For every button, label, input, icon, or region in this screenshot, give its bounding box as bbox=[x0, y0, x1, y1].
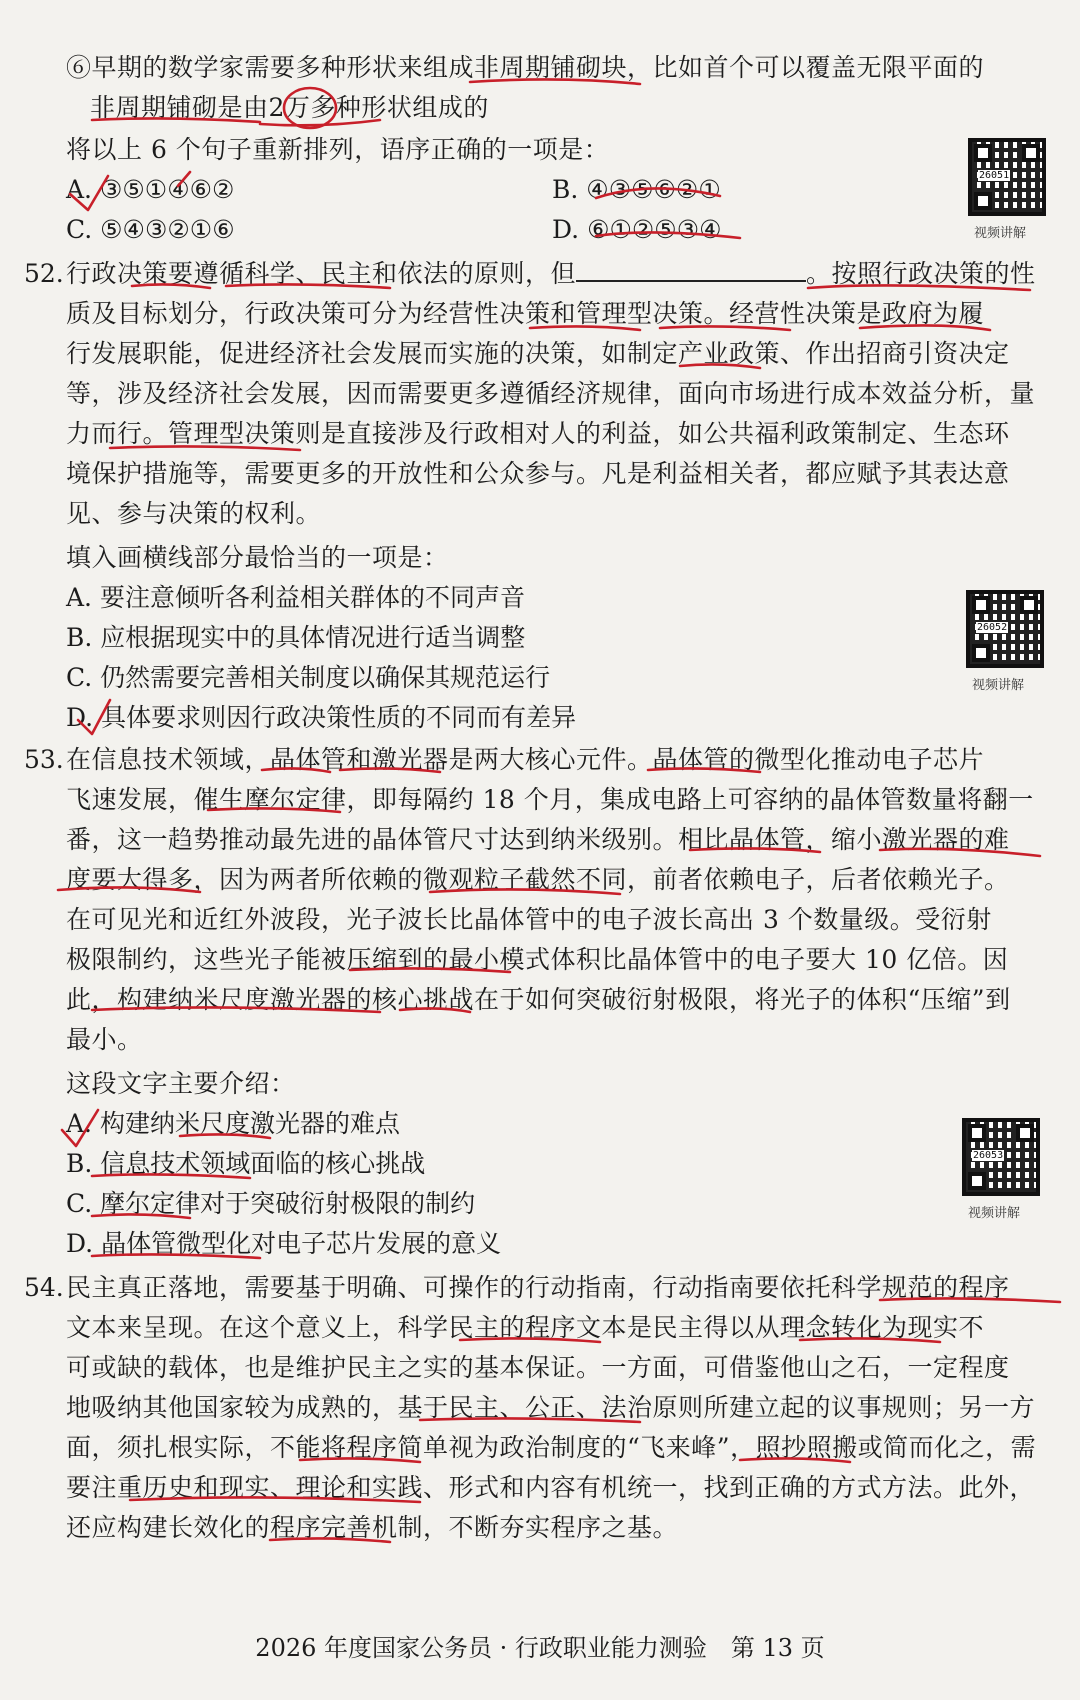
q51-option-d[interactable]: D. ⑥①②⑤③④ bbox=[552, 215, 722, 244]
q51-sentence6-line1: ⑥早期的数学家需要多种形状来组成非周期铺砌块，比如首个可以覆盖无限平面的 bbox=[66, 53, 985, 82]
q52-line: 质及目标划分，行政决策可分为经营性决策和管理型决策。经营性决策是政府为履 bbox=[66, 299, 985, 328]
q54-line: 可或缺的载体，也是维护民主之实的基本保证。一方面，可借鉴他山之石，一定程度 bbox=[66, 1353, 1010, 1382]
q51-option-b[interactable]: B. ④③⑤⑥②① bbox=[552, 175, 721, 204]
q52-prompt: 填入画横线部分最恰当的一项是： bbox=[66, 543, 449, 572]
q53-line: 在信息技术领域，晶体管和激光器是两大核心元件。晶体管的微型化推动电子芯片 bbox=[66, 745, 985, 774]
q54-line: 面，须扎根实际，不能将程序简单视为政治制度的“飞来峰”，照抄照搬或简而化之，需 bbox=[66, 1433, 1037, 1462]
q52-line: 见、参与决策的权利。 bbox=[66, 499, 322, 528]
q52-line: 行发展职能，促进经济社会发展而实施的决策，如制定产业政策、作出招商引资决定 bbox=[66, 339, 1010, 368]
q53-option-a[interactable]: A. 构建纳米尺度激光器的难点 bbox=[66, 1109, 400, 1138]
q53-line: 最小。 bbox=[66, 1025, 143, 1054]
q54-line: 民主真正落地，需要基于明确、可操作的行动指南，行动指南要依托科学规范的程序 bbox=[66, 1273, 1010, 1302]
q51-option-a[interactable]: A. ③⑤①④⑥② bbox=[66, 175, 235, 204]
q53-line: 在可见光和近红外波段，光子波长比晶体管中的电子波长高出 3 个数量级。受衍射 bbox=[66, 905, 992, 934]
q53-option-c[interactable]: C. 摩尔定律对于突破衍射极限的制约 bbox=[66, 1189, 476, 1218]
q52-option-b[interactable]: B. 应根据现实中的具体情况进行适当调整 bbox=[66, 623, 526, 652]
q52-number: 52. bbox=[24, 259, 64, 288]
q53-number: 53. bbox=[24, 745, 64, 774]
q53-prompt: 这段文字主要介绍： bbox=[66, 1069, 296, 1098]
q52-option-a[interactable]: A. 要注意倾听各利益相关群体的不同声音 bbox=[66, 583, 525, 612]
q52-line: 境保护措施等，需要更多的开放性和公众参与。凡是利益相关者，都应赋予其表达意 bbox=[66, 459, 1010, 488]
q53-line: 此，构建纳米尺度激光器的核心挑战在于如何突破衍射极限，将光子的体积“压缩”到 bbox=[66, 985, 1011, 1014]
q53-line: 极限制约，这些光子能被压缩到的最小模式体积比晶体管中的电子要大 10 亿倍。因 bbox=[66, 945, 1009, 974]
q54-line: 还应构建长效化的程序完善机制，不断夯实程序之基。 bbox=[66, 1513, 679, 1542]
q54-number: 54. bbox=[24, 1273, 64, 1302]
q54-line: 文本来呈现。在这个意义上，科学民主的程序文本是民主得以从理念转化为现实不 bbox=[66, 1313, 985, 1342]
q52-blank bbox=[576, 254, 806, 282]
q52-line1: 行政决策要遵循科学、民主和依法的原则，但 。按照行政决策的性 bbox=[66, 254, 1036, 294]
qr-caption-q53: 视频讲解 bbox=[968, 1206, 1021, 1221]
q53-option-d[interactable]: D. 晶体管微型化对电子芯片发展的意义 bbox=[66, 1229, 502, 1258]
q52-line: 力而行。管理型决策则是直接涉及行政相对人的利益，如公共福利政策制定、生态环 bbox=[66, 419, 1010, 448]
q51-sentence6-line2: 非周期铺砌是由2万多种形状组成的 bbox=[90, 93, 489, 122]
q53-line: 度要大得多，因为两者所依赖的微观粒子截然不同，前者依赖电子，后者依赖光子。 bbox=[66, 865, 1010, 894]
q51-prompt: 将以上 6 个句子重新排列，语序正确的一项是： bbox=[66, 135, 610, 164]
q52-option-d[interactable]: D. 具体要求则因行政决策性质的不同而有差异 bbox=[66, 703, 577, 732]
q53-line: 飞速发展，催生摩尔定律，即每隔约 18 个月，集成电路上可容纳的晶体管数量将翻一 bbox=[66, 785, 1034, 814]
qr-caption-q52: 视频讲解 bbox=[972, 678, 1025, 693]
q52-option-c[interactable]: C. 仍然需要完善相关制度以确保其规范运行 bbox=[66, 663, 551, 692]
qr-code-q51[interactable]: 26051 bbox=[968, 138, 1046, 216]
qr-code-q52[interactable]: 26052 bbox=[966, 590, 1044, 668]
qr-caption-q51: 视频讲解 bbox=[974, 226, 1027, 241]
q54-line: 地吸纳其他国家较为成熟的，基于民主、公正、法治原则所建立起的议事规则；另一方 bbox=[66, 1393, 1036, 1422]
qr-code-q53[interactable]: 26053 bbox=[962, 1118, 1040, 1196]
q54-line: 要注重历史和现实、理论和实践、形式和内容有机统一，找到正确的方式方法。此外， bbox=[66, 1473, 1036, 1502]
q52-line: 等，涉及经济社会发展，因而需要更多遵循经济规律，面向市场进行成本效益分析，量 bbox=[66, 379, 1036, 408]
q51-option-c[interactable]: C. ⑤④③②①⑥ bbox=[66, 215, 235, 244]
q53-option-b[interactable]: B. 信息技术领域面临的核心挑战 bbox=[66, 1149, 426, 1178]
q53-line: 番，这一趋势推动最先进的晶体管尺寸达到纳米级别。相比晶体管，缩小激光器的难 bbox=[66, 825, 1010, 854]
page-footer: 2026 年度国家公务员 · 行政职业能力测验 第 13 页 bbox=[255, 1634, 825, 1662]
